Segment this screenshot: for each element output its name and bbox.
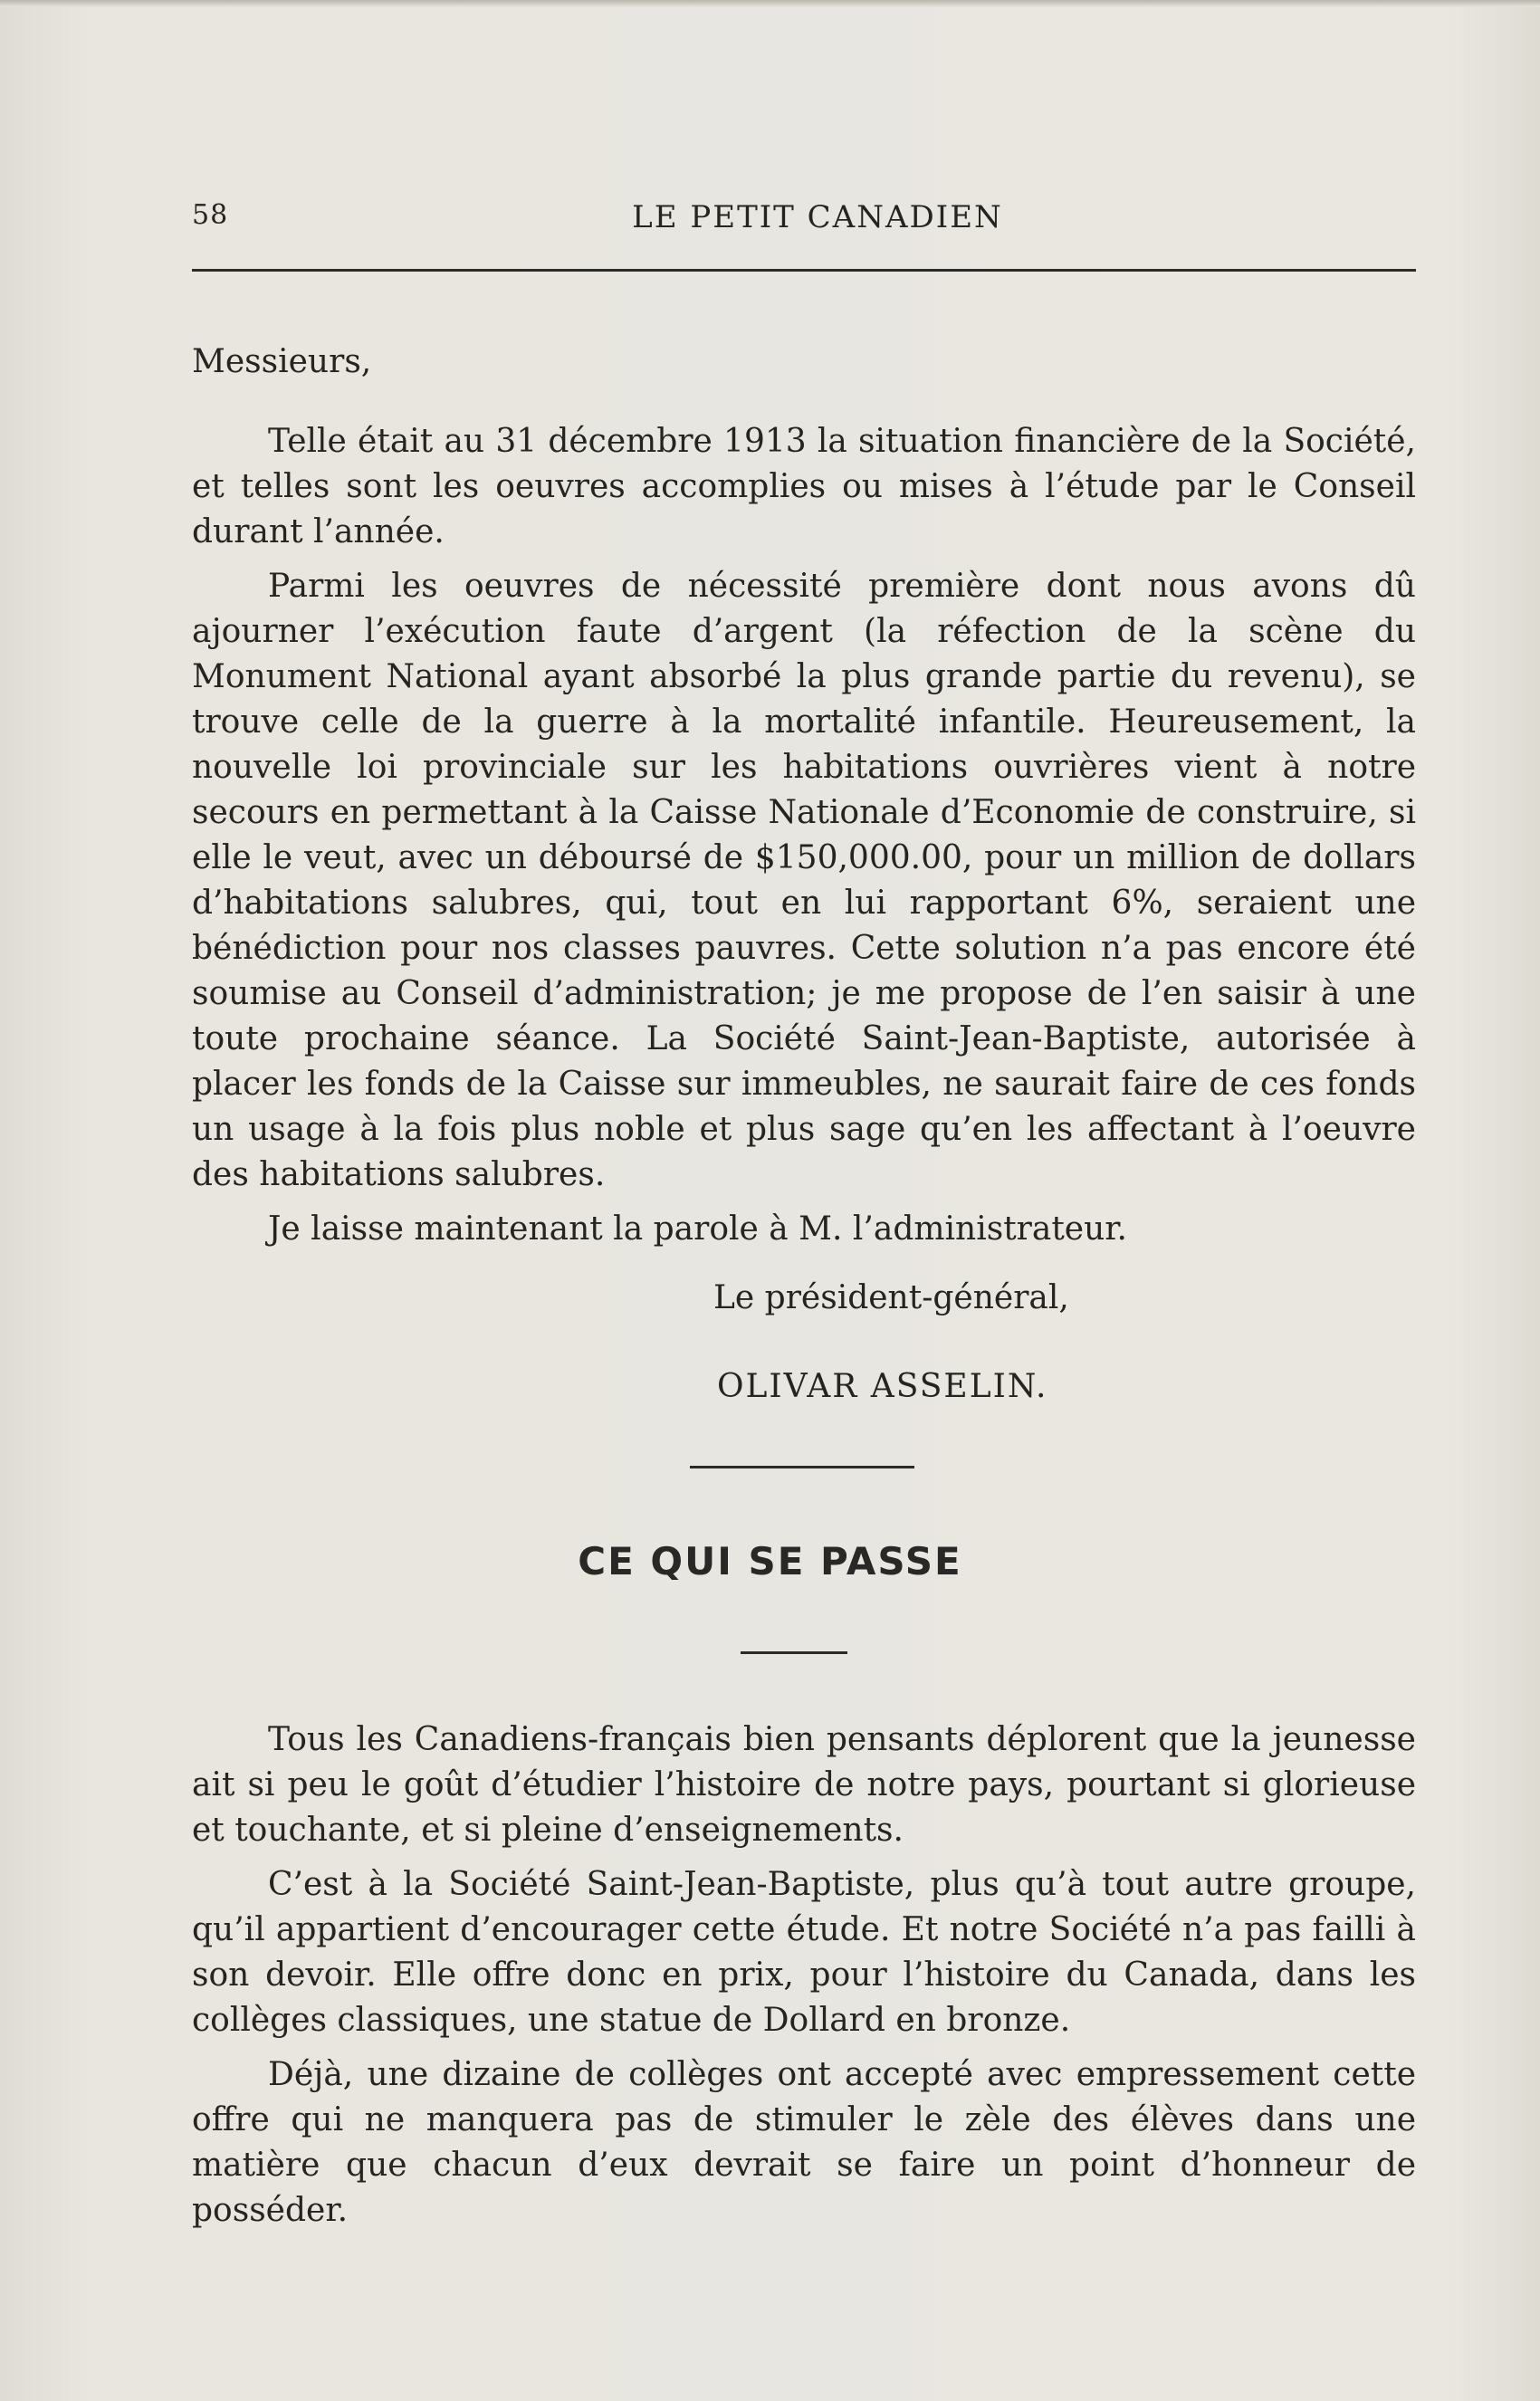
section-title: CE QUI SE PASSE	[578, 1539, 962, 1583]
title-underline	[741, 1651, 847, 1654]
section-paragraph-1: Tous les Canadiens-français bien pensants déplorent que la jeunesse ait si peu le goût d’étudier l’histoire de notre pays, pourtant si glorieuse et touchante, et si pleine d’enseignements.	[192, 1721, 1416, 1849]
signature: OLIVAR ASSELIN.	[717, 1368, 1048, 1405]
section-paragraph-3: Déjà, une dizaine de collèges ont accepté avec empressement cette offre qui ne manquera pas de stimuler le zèle des élèves dans une matière que chacun d’eux devrait se faire un point d’honneur de posséder.	[192, 2056, 1416, 2229]
letter-paragraph-2: Parmi les oeuvres de nécessité première dont nous avons dû ajourner l’exécution faute d’argent (la réfection de la scène du Monument National ayant absorbé la plus grande partie du revenu), se trouve celle de la guerre à la mortalité infantile. Heureusement, la nouvelle loi provinciale sur les habitations ouvrières vient à notre secours en permettant à la Caisse Nationale d’Economie de construire, si elle le veut, avec un déboursé de $150,000.00, pour un million de dollars d’habitations salubres, qui, tout en lui rapportant 6%, seraient une bénédiction pour nos classes pauvres. Cette solution n’a pas encore été soumise au Conseil d’administration; je me propose de l’en saisir à une toute prochaine séance. La Société Saint-Jean-Baptiste, autorisée à placer les fonds de la Caisse sur immeubles, ne saurait faire de ces fonds un usage à la fois plus noble et plus sage qu’en les affectant à l’oeuvre des habitations salubres.	[192, 568, 1416, 1193]
letter-body	[192, 340, 1416, 1410]
section-paragraph-2: C’est à la Société Saint-Jean-Baptiste, plus qu’à tout autre groupe, qu’il appartient d’encourager cette étude. Et notre Société n’a pas failli à son devoir. Elle offre donc en prix, pour l’histoire du Canada, dans les collèges classiques, une statue de Dollard en bronze.	[192, 1866, 1416, 2039]
section-divider	[690, 1466, 914, 1468]
page-number: 58	[192, 199, 229, 231]
header-rule	[192, 269, 1416, 272]
page-header	[192, 199, 1416, 253]
page-edge	[0, 0, 1540, 7]
section-body	[192, 1717, 1416, 2234]
letter-paragraph-1: Telle était au 31 décembre 1913 la situation financière de la Société, et telles sont les oeuvres accomplies ou mises à l’étude par le Conseil durant l’année.	[192, 423, 1416, 550]
salutation: Messieurs,	[192, 343, 372, 380]
running-title: LE PETIT CANADIEN	[632, 199, 1003, 235]
letter-paragraph-3: Je laisse maintenant la parole à M. l’administrateur.	[268, 1210, 1127, 1248]
closing: Le président-général,	[713, 1279, 1069, 1316]
